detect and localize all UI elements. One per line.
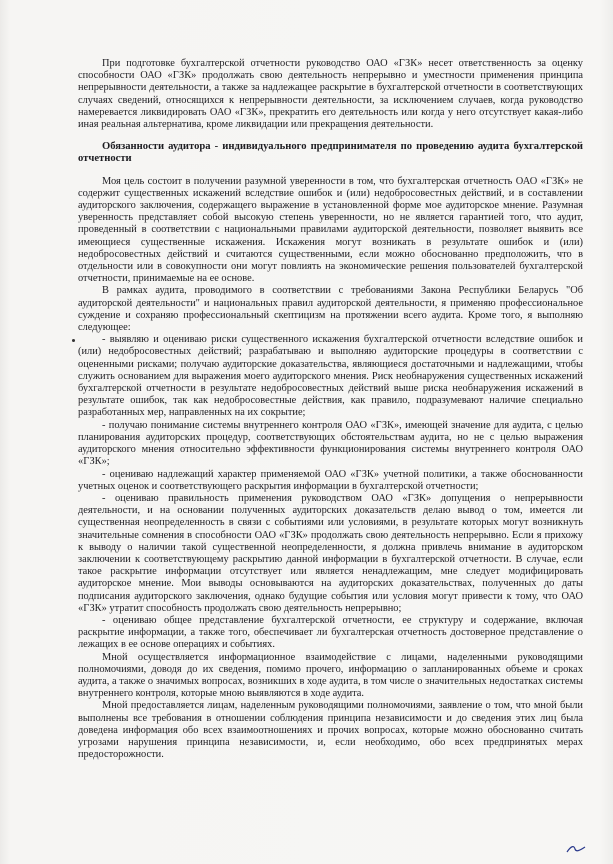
paragraph-management-responsibility: При подготовке бухгалтерской отчетности руководство ОАО «ГЗК» несет ответственность за оценку способности ОАО «ГЗК» продолжать свою деятельность непрерывно и уместности применения принципа непрерывности деятельности, а также за надлежащее раскрытие в бухгалтерской отчетности в соответствующих случаях сведений, относящихся к непрерывности деятельности, за исключением случаев, когда руководство намеревается ликвидировать ОАО «ГЗК», прекратить его деятельность или когда у него отсутствует какая-либо иная реальная альтернатива, кроме ликвидации или прекращения деятельности. <box>78 58 583 131</box>
spacer <box>78 166 583 176</box>
spacer <box>78 131 583 141</box>
paragraph-auditor-goal: Моя цель состоит в получении разумной уверенности в том, что бухгалтерская отчетность ОАО «ГЗК» не содержит существенных искажений вследствие ошибок и (или) недобросовестных действий, и в составлении аудиторского заключения, содержащего выражение в установленной форме мое аудиторское мнение. Разумная уверенность представляет собой высокую степень уверенности, но не является гарантией того, что аудит, проведенный в соответствии с национальными правилами аудиторской деятельности, позволяет выявить все имеющиеся существенные искажения. Искажения могут возникать в результате ошибок и (или) недобросовестных действий и считаются существенными, если можно обоснованно предположить, что в отдельности или в совокупности они могут повлиять на экономические решения пользователей бухгалтерской отчетности, принимаемые на ее основе. <box>78 175 583 285</box>
paragraph-audit-scope: В рамках аудита, проводимого в соответствии с требованиями Закона Республики Беларусь "Об аудиторской деятельности" и национальных правил аудиторской деятельности, я применяю профессиональное суждение и сохраняю профессиональный скептицизм на протяжении всего аудита. Кроме того, я выполняю следующее: <box>78 285 583 334</box>
list-item-presentation: - оцениваю общее представление бухгалтерской отчетности, ее структуру и содержание, включая раскрытие информации, а также того, обеспечивает ли бухгалтерская отчетность достоверное представление о лежащих в ее основе операциях и событиях. <box>78 614 583 651</box>
section-heading: Обязанности аудитора - индивидуального предпринимателя по проведению аудита бухгалтерской отчетности <box>78 141 583 165</box>
paragraph-independence: Мной предоставляется лицам, наделенным руководящими полномочиями, заявление о том, что мной были выполнены все требования в отношении соблюдения принципа независимости и до сведения этих лиц была доведена информация обо всех взаимоотношениях и прочих вопросах, которые можно обоснованно считать угрозами нарушения принципа независимости, и, если необходимо, обо всех предпринятых мерах предосторожности. <box>78 700 583 761</box>
scan-artifact-dot <box>72 339 75 342</box>
paragraph-communication: Мной осуществляется информационное взаимодействие с лицами, наделенными руководящими полномочиями, доводя до их сведения, помимо прочего, информацию о запланированных объеме и сроках аудита, а также о значимых вопросах, возникших в ходе аудита, в том числе о значительных недостатках системы внутреннего контроля, которые мною выявляются в ходе аудита. <box>78 651 583 700</box>
list-item-accounting-policy: - оцениваю надлежащий характер применяемой ОАО «ГЗК» учетной политики, а также обоснованности учетных оценок и соответствующего раскрытия информации в бухгалтерской отчетности; <box>78 468 583 492</box>
list-item-going-concern: - оцениваю правильность применения руководством ОАО «ГЗК» допущения о непрерывности деятельности, и на основании полученных аудиторских доказательств делаю вывод о том, имеется ли существенная неопределенность в связи с событиями или условиями, в результате которых могут возникнуть значительные сомнения в способности ОАО «ГЗК» продолжать свою деятельность непрерывно. Если я прихожу к выводу о наличии такой существенной неопределенности, я должна привлечь внимание в аудиторском заключении к соответствующему раскрытию данной информации в бухгалтерской отчетности. В случае, если такое раскрытие информации отсутствует или является ненадлежащим, мне следует модифицировать аудиторское мнение. Мои выводы основываются на аудиторских доказательствах, полученных до даты подписания аудиторского заключения, однако будущие события или условия могут привести к тому, что ОАО «ГЗК» утратит способность продолжать свою деятельность непрерывно; <box>78 492 583 614</box>
initials-signature-mark <box>565 844 587 854</box>
list-item-risks: - выявляю и оцениваю риски существенного искажения бухгалтерской отчетности вследствие ошибок и (или) недобросовестных действий; разрабатываю и выполняю аудиторские процедуры в соответствии с оцененными рисками; получаю аудиторские доказательства, являющиеся достаточными и надлежащими, чтобы служить основанием для выражения моего аудиторского мнения. Риск необнаружения существенных искажений бухгалтерской отчетности в результате недобросовестных действий выше риска необнаружения искажений в результате ошибок, так как недобросовестные действия, как правило, подразумевают наличие специально разработанных мер, направленных на их сокрытие; <box>78 334 583 419</box>
list-item-internal-control: - получаю понимание системы внутреннего контроля ОАО «ГЗК», имеющей значение для аудита, с целью планирования аудиторских процедур, соответствующих обстоятельствам аудита, но не с целью выражения аудиторского мнения относительно эффективности функционирования системы внутреннего контроля ОАО «ГЗК»; <box>78 419 583 468</box>
